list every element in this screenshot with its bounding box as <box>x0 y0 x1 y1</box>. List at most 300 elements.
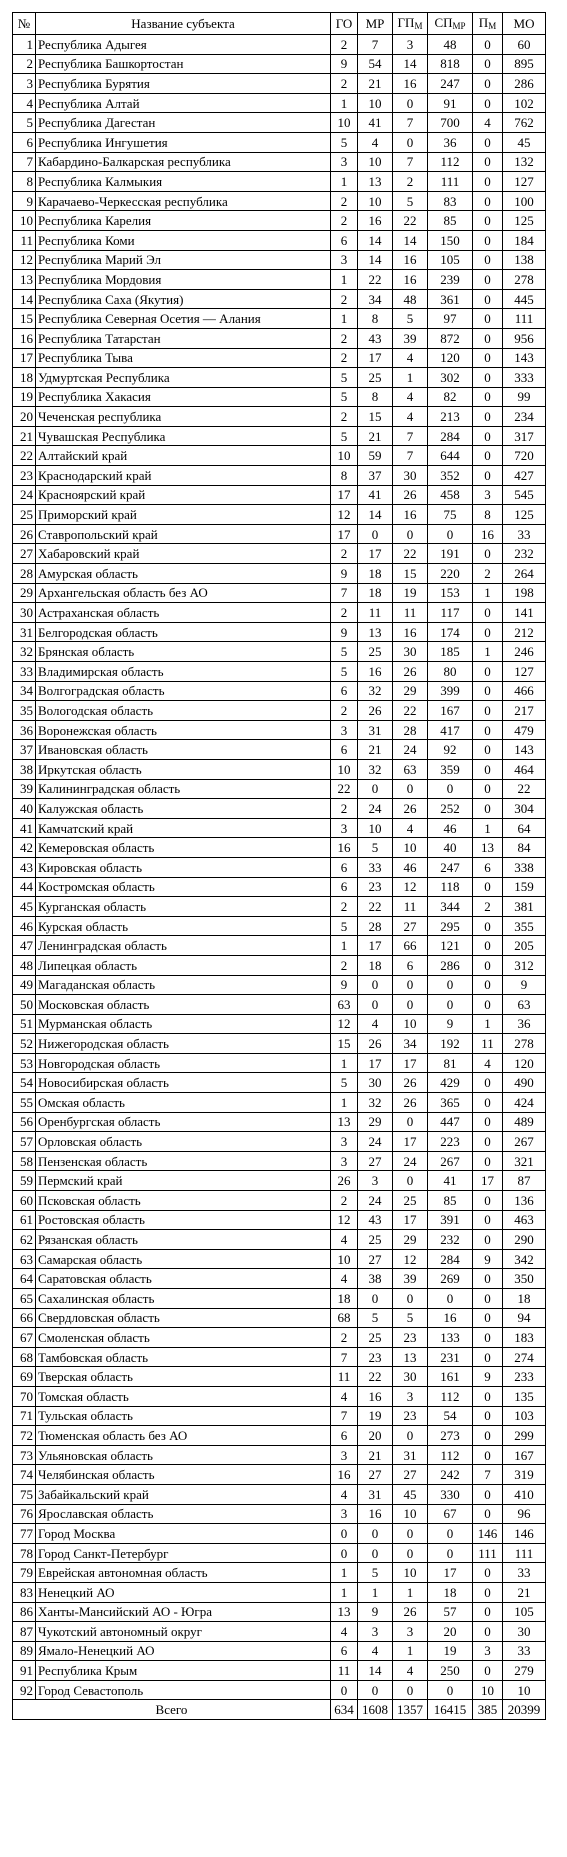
cell-go: 6 <box>331 1641 358 1661</box>
cell-subject-name: Карачаево-Черкесская республика <box>36 191 331 211</box>
table-row <box>13 93 546 113</box>
cell-mo: 125 <box>503 505 546 525</box>
cell-subject-name: Курганская область <box>36 897 331 917</box>
cell-go: 3 <box>331 1445 358 1465</box>
cell-pm: 0 <box>473 1073 503 1093</box>
cell-pm: 0 <box>473 936 503 956</box>
table-row <box>13 524 546 544</box>
cell-gp: 26 <box>393 1602 428 1622</box>
cell-number: 77 <box>13 1524 36 1544</box>
cell-gp: 30 <box>393 1367 428 1387</box>
cell-mr: 38 <box>358 1269 393 1289</box>
cell-sp: 85 <box>428 1191 473 1211</box>
cell-sp: 352 <box>428 466 473 486</box>
cell-subject-name: Рязанская область <box>36 1230 331 1250</box>
cell-number: 50 <box>13 995 36 1015</box>
cell-mo: 159 <box>503 877 546 897</box>
cell-mo: 274 <box>503 1347 546 1367</box>
cell-sp: 0 <box>428 995 473 1015</box>
cell-mo: 22 <box>503 779 546 799</box>
cell-subject-name: Тюменская область без АО <box>36 1426 331 1446</box>
cell-mo: 290 <box>503 1230 546 1250</box>
table-row <box>13 1112 546 1132</box>
cell-mo: 100 <box>503 191 546 211</box>
cell-pm: 0 <box>473 877 503 897</box>
cell-mo: 464 <box>503 759 546 779</box>
cell-mr: 15 <box>358 407 393 427</box>
cell-go: 9 <box>331 622 358 642</box>
cell-number: 19 <box>13 387 36 407</box>
cell-go: 2 <box>331 211 358 231</box>
cell-mr: 9 <box>358 1602 393 1622</box>
cell-pm: 111 <box>473 1543 503 1563</box>
cell-sp: 295 <box>428 916 473 936</box>
cell-subject-name: Пензенская область <box>36 1151 331 1171</box>
cell-sp: 302 <box>428 368 473 388</box>
cell-sp: 40 <box>428 838 473 858</box>
cell-gp: 14 <box>393 54 428 74</box>
cell-sp: 284 <box>428 1249 473 1269</box>
cell-number: 20 <box>13 407 36 427</box>
cell-mo: 490 <box>503 1073 546 1093</box>
cell-mr: 16 <box>358 1386 393 1406</box>
cell-mo: 342 <box>503 1249 546 1269</box>
cell-sp: 269 <box>428 1269 473 1289</box>
cell-sp: 192 <box>428 1034 473 1054</box>
cell-pm: 0 <box>473 1230 503 1250</box>
cell-gp: 1 <box>393 1582 428 1602</box>
cell-go: 5 <box>331 662 358 682</box>
cell-mo: 63 <box>503 995 546 1015</box>
table-row <box>13 564 546 584</box>
cell-go: 10 <box>331 1249 358 1269</box>
cell-sp: 54 <box>428 1406 473 1426</box>
cell-mr: 54 <box>358 54 393 74</box>
table-row <box>13 426 546 446</box>
cell-number: 31 <box>13 622 36 642</box>
cell-sp: 80 <box>428 662 473 682</box>
cell-subject-name: Ростовская область <box>36 1210 331 1230</box>
cell-subject-name: Саратовская область <box>36 1269 331 1289</box>
table-row <box>13 995 546 1015</box>
cell-pm: 0 <box>473 1622 503 1642</box>
table-row <box>13 387 546 407</box>
cell-mo: 18 <box>503 1289 546 1309</box>
cell-mr: 5 <box>358 1308 393 1328</box>
cell-go: 3 <box>331 1132 358 1152</box>
cell-subject-name: Новосибирская область <box>36 1073 331 1093</box>
cell-sp: 0 <box>428 779 473 799</box>
cell-go: 18 <box>331 1289 358 1309</box>
cell-pm: 0 <box>473 1426 503 1446</box>
cell-mo: 278 <box>503 1034 546 1054</box>
cell-subject-name: Архангельская область без АО <box>36 583 331 603</box>
cell-go: 1 <box>331 1563 358 1583</box>
cell-subject-name: Новгородская область <box>36 1053 331 1073</box>
cell-go: 6 <box>331 1426 358 1446</box>
cell-gp: 0 <box>393 1426 428 1446</box>
cell-mr: 31 <box>358 1484 393 1504</box>
cell-subject-name: Республика Марий Эл <box>36 250 331 270</box>
cell-mr: 5 <box>358 838 393 858</box>
table-row <box>13 270 546 290</box>
cell-pm: 0 <box>473 1328 503 1348</box>
cell-sp: 399 <box>428 681 473 701</box>
cell-pm: 11 <box>473 1034 503 1054</box>
cell-pm: 3 <box>473 485 503 505</box>
cell-go: 3 <box>331 1151 358 1171</box>
document-page <box>12 12 546 1720</box>
table-row <box>13 1171 546 1191</box>
cell-pm: 0 <box>473 93 503 113</box>
cell-mr: 43 <box>358 1210 393 1230</box>
cell-sp: 872 <box>428 328 473 348</box>
table-row <box>13 485 546 505</box>
cell-subject-name: Кировская область <box>36 857 331 877</box>
cell-go: 0 <box>331 1680 358 1700</box>
cell-mo: 299 <box>503 1426 546 1446</box>
cell-gp: 0 <box>393 779 428 799</box>
cell-go: 7 <box>331 1406 358 1426</box>
cell-sp: 458 <box>428 485 473 505</box>
cell-number: 7 <box>13 152 36 172</box>
cell-sp: 112 <box>428 1386 473 1406</box>
cell-subject-name: Ивановская область <box>36 740 331 760</box>
cell-pm: 0 <box>473 799 503 819</box>
header-go: ГО <box>331 13 358 35</box>
cell-mr: 18 <box>358 583 393 603</box>
cell-gp: 4 <box>393 1661 428 1681</box>
cell-go: 7 <box>331 1347 358 1367</box>
header-sp <box>428 13 473 35</box>
cell-mo: 381 <box>503 897 546 917</box>
header-sp-sub: MP <box>452 21 466 31</box>
cell-mr: 21 <box>358 1445 393 1465</box>
table-row <box>13 505 546 525</box>
cell-pm: 1 <box>473 818 503 838</box>
cell-mr: 41 <box>358 485 393 505</box>
cell-subject-name: Город Москва <box>36 1524 331 1544</box>
cell-pm: 3 <box>473 1641 503 1661</box>
cell-sp: 239 <box>428 270 473 290</box>
cell-gp: 66 <box>393 936 428 956</box>
table-row <box>13 877 546 897</box>
cell-go: 2 <box>331 544 358 564</box>
table-row <box>13 1602 546 1622</box>
cell-gp: 10 <box>393 1014 428 1034</box>
cell-pm: 1 <box>473 1014 503 1034</box>
cell-mr: 20 <box>358 1426 393 1446</box>
cell-gp: 19 <box>393 583 428 603</box>
cell-mo: 60 <box>503 35 546 55</box>
cell-sp: 0 <box>428 975 473 995</box>
cell-mr: 23 <box>358 877 393 897</box>
cell-gp: 22 <box>393 211 428 231</box>
cell-subject-name: Республика Дагестан <box>36 113 331 133</box>
cell-gp: 11 <box>393 897 428 917</box>
cell-sp: 121 <box>428 936 473 956</box>
cell-pm: 16 <box>473 524 503 544</box>
cell-sp: 417 <box>428 720 473 740</box>
cell-number: 63 <box>13 1249 36 1269</box>
cell-pm: 0 <box>473 1269 503 1289</box>
cell-gp: 11 <box>393 603 428 623</box>
cell-number: 89 <box>13 1641 36 1661</box>
cell-mo: 321 <box>503 1151 546 1171</box>
cell-mo: 103 <box>503 1406 546 1426</box>
table-row <box>13 975 546 995</box>
cell-go: 1 <box>331 1093 358 1113</box>
cell-number: 25 <box>13 505 36 525</box>
cell-sp: 81 <box>428 1053 473 1073</box>
cell-gp: 4 <box>393 407 428 427</box>
cell-number: 40 <box>13 799 36 819</box>
table-row <box>13 759 546 779</box>
cell-mr: 17 <box>358 348 393 368</box>
cell-mr: 24 <box>358 1191 393 1211</box>
cell-gp: 15 <box>393 564 428 584</box>
cell-subject-name: Иркутская область <box>36 759 331 779</box>
cell-subject-name: Мурманская область <box>36 1014 331 1034</box>
cell-go: 2 <box>331 701 358 721</box>
cell-gp: 5 <box>393 1308 428 1328</box>
cell-number: 17 <box>13 348 36 368</box>
cell-gp: 2 <box>393 172 428 192</box>
cell-number: 39 <box>13 779 36 799</box>
cell-mr: 7 <box>358 35 393 55</box>
table-row <box>13 211 546 231</box>
cell-go: 4 <box>331 1269 358 1289</box>
cell-mr: 23 <box>358 1347 393 1367</box>
cell-number: 62 <box>13 1230 36 1250</box>
cell-sp: 213 <box>428 407 473 427</box>
cell-mo: 99 <box>503 387 546 407</box>
cell-mo: 895 <box>503 54 546 74</box>
cell-sp: 429 <box>428 1073 473 1093</box>
cell-subject-name: Кабардино-Балкарская республика <box>36 152 331 172</box>
cell-mr: 43 <box>358 328 393 348</box>
cell-go: 7 <box>331 583 358 603</box>
cell-pm: 0 <box>473 1093 503 1113</box>
table-row <box>13 720 546 740</box>
cell-pm: 0 <box>473 348 503 368</box>
cell-number: 9 <box>13 191 36 211</box>
cell-mo: 410 <box>503 1484 546 1504</box>
cell-number: 2 <box>13 54 36 74</box>
cell-sp: 97 <box>428 309 473 329</box>
cell-mr: 0 <box>358 524 393 544</box>
table-row <box>13 1680 546 1700</box>
header-subject-name: Название субъекта <box>36 13 331 35</box>
cell-go: 2 <box>331 603 358 623</box>
cell-sp: 19 <box>428 1641 473 1661</box>
cell-subject-name: Камчатский край <box>36 818 331 838</box>
cell-subject-name: Удмуртская Республика <box>36 368 331 388</box>
cell-pm: 0 <box>473 1602 503 1622</box>
cell-mr: 17 <box>358 544 393 564</box>
cell-mr: 11 <box>358 603 393 623</box>
cell-number: 59 <box>13 1171 36 1191</box>
cell-number: 76 <box>13 1504 36 1524</box>
cell-mo: 198 <box>503 583 546 603</box>
cell-gp: 3 <box>393 1386 428 1406</box>
cell-pm: 7 <box>473 1465 503 1485</box>
cell-go: 2 <box>331 897 358 917</box>
cell-subject-name: Белгородская область <box>36 622 331 642</box>
cell-pm: 0 <box>473 152 503 172</box>
table-row <box>13 1151 546 1171</box>
cell-gp: 12 <box>393 1249 428 1269</box>
table-header-row <box>13 13 546 35</box>
cell-sp: 0 <box>428 1524 473 1544</box>
cell-mr: 14 <box>358 230 393 250</box>
cell-mo: 466 <box>503 681 546 701</box>
cell-number: 12 <box>13 250 36 270</box>
cell-go: 17 <box>331 485 358 505</box>
cell-mo: 317 <box>503 426 546 446</box>
table-row <box>13 936 546 956</box>
cell-pm: 0 <box>473 1347 503 1367</box>
cell-number: 53 <box>13 1053 36 1073</box>
cell-mr: 24 <box>358 799 393 819</box>
cell-go: 10 <box>331 759 358 779</box>
cell-mr: 0 <box>358 779 393 799</box>
cell-mr: 26 <box>358 1034 393 1054</box>
cell-mr: 18 <box>358 955 393 975</box>
cell-gp: 45 <box>393 1484 428 1504</box>
cell-pm: 0 <box>473 446 503 466</box>
cell-gp: 23 <box>393 1406 428 1426</box>
cell-sp: 250 <box>428 1661 473 1681</box>
cell-go: 12 <box>331 1210 358 1230</box>
table-row <box>13 309 546 329</box>
cell-go: 2 <box>331 191 358 211</box>
cell-mo: 138 <box>503 250 546 270</box>
cell-go: 5 <box>331 387 358 407</box>
table-row <box>13 368 546 388</box>
cell-gp: 0 <box>393 1171 428 1191</box>
cell-mo: 463 <box>503 1210 546 1230</box>
cell-sp: 242 <box>428 1465 473 1485</box>
cell-mr: 29 <box>358 1112 393 1132</box>
cell-go: 16 <box>331 838 358 858</box>
cell-mr: 25 <box>358 368 393 388</box>
cell-pm: 0 <box>473 54 503 74</box>
cell-number: 57 <box>13 1132 36 1152</box>
cell-mr: 41 <box>358 113 393 133</box>
table-row <box>13 779 546 799</box>
cell-number: 86 <box>13 1602 36 1622</box>
cell-mo: 9 <box>503 975 546 995</box>
cell-subject-name: Свердловская область <box>36 1308 331 1328</box>
cell-go: 2 <box>331 328 358 348</box>
table-row <box>13 1563 546 1583</box>
cell-gp: 7 <box>393 113 428 133</box>
cell-sp: 85 <box>428 211 473 231</box>
header-pm-sub: М <box>488 21 497 31</box>
cell-number: 29 <box>13 583 36 603</box>
cell-mo: 286 <box>503 74 546 94</box>
cell-go: 2 <box>331 35 358 55</box>
cell-gp: 10 <box>393 1504 428 1524</box>
cell-subject-name: Республика Башкортостан <box>36 54 331 74</box>
header-pm-main: П <box>478 15 489 30</box>
cell-sp: 700 <box>428 113 473 133</box>
cell-mo: 127 <box>503 172 546 192</box>
cell-sp: 191 <box>428 544 473 564</box>
cell-number: 49 <box>13 975 36 995</box>
cell-mr: 3 <box>358 1171 393 1191</box>
cell-gp: 26 <box>393 485 428 505</box>
cell-subject-name: Калининградская область <box>36 779 331 799</box>
cell-subject-name: Приморский край <box>36 505 331 525</box>
cell-gp: 17 <box>393 1053 428 1073</box>
cell-gp: 17 <box>393 1132 428 1152</box>
cell-mo: 135 <box>503 1386 546 1406</box>
cell-sp: 247 <box>428 74 473 94</box>
cell-mo: 94 <box>503 1308 546 1328</box>
table-row <box>13 1191 546 1211</box>
cell-pm: 0 <box>473 191 503 211</box>
cell-pm: 1 <box>473 642 503 662</box>
table-row <box>13 1641 546 1661</box>
cell-mr: 0 <box>358 975 393 995</box>
cell-go: 1 <box>331 270 358 290</box>
table-row <box>13 897 546 917</box>
cell-sp: 9 <box>428 1014 473 1034</box>
cell-pm: 146 <box>473 1524 503 1544</box>
cell-go: 6 <box>331 230 358 250</box>
cell-subject-name: Калужская область <box>36 799 331 819</box>
cell-subject-name: Чувашская Республика <box>36 426 331 446</box>
cell-subject-name: Воронежская область <box>36 720 331 740</box>
cell-mo: 183 <box>503 1328 546 1348</box>
cell-gp: 10 <box>393 1563 428 1583</box>
cell-mr: 22 <box>358 897 393 917</box>
cell-go: 1 <box>331 93 358 113</box>
cell-subject-name: Сахалинская область <box>36 1289 331 1309</box>
cell-mo: 167 <box>503 1445 546 1465</box>
cell-subject-name: Республика Татарстан <box>36 328 331 348</box>
cell-number: 83 <box>13 1582 36 1602</box>
cell-pm: 0 <box>473 1386 503 1406</box>
total-mo: 20399 <box>503 1700 546 1720</box>
total-mr: 1608 <box>358 1700 393 1720</box>
cell-number: 3 <box>13 74 36 94</box>
cell-mr: 32 <box>358 759 393 779</box>
cell-mo: 445 <box>503 289 546 309</box>
cell-mo: 279 <box>503 1661 546 1681</box>
cell-subject-name: Тверская область <box>36 1367 331 1387</box>
cell-pm: 0 <box>473 132 503 152</box>
cell-gp: 5 <box>393 309 428 329</box>
cell-subject-name: Ямало-Ненецкий АО <box>36 1641 331 1661</box>
cell-mo: 427 <box>503 466 546 486</box>
cell-gp: 30 <box>393 642 428 662</box>
cell-subject-name: Республика Мордовия <box>36 270 331 290</box>
cell-pm: 0 <box>473 1112 503 1132</box>
cell-sp: 83 <box>428 191 473 211</box>
cell-go: 5 <box>331 916 358 936</box>
cell-pm: 0 <box>473 701 503 721</box>
cell-sp: 153 <box>428 583 473 603</box>
cell-number: 6 <box>13 132 36 152</box>
cell-go: 10 <box>331 113 358 133</box>
cell-sp: 92 <box>428 740 473 760</box>
cell-number: 68 <box>13 1347 36 1367</box>
cell-subject-name: Тульская область <box>36 1406 331 1426</box>
cell-number: 1 <box>13 35 36 55</box>
